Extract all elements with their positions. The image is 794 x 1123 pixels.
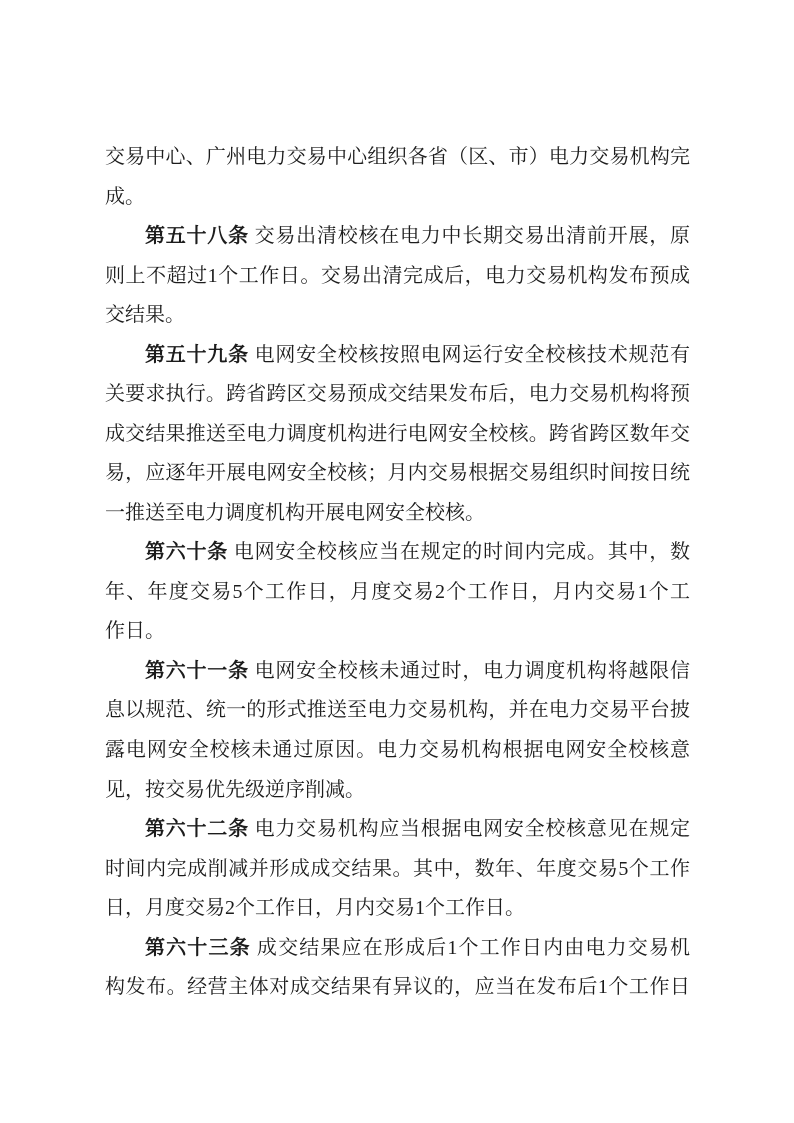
text-line: 第五十九条 电网安全校核按照电网运行安全校核技术规范有 <box>145 343 691 366</box>
text-line: 构发布。经营主体对成交结果有异议的，应当在发布后1个工作日 <box>105 976 690 999</box>
text-line: 交易中心、广州电力交易中心组织各省（区、市）电力交易机构完 <box>105 146 690 168</box>
text-line: 第六十条 电网安全校核应当在规定的时间内完成。其中，数 <box>145 541 691 564</box>
text-line: 第六十三条 成交结果应在形成后1个工作日内由电力交易机 <box>145 936 691 959</box>
article-number: 第六十二条 <box>145 818 249 841</box>
text-line: 交结果。 <box>105 304 185 327</box>
article-number: 第六十三条 <box>145 936 251 959</box>
text-line: 日，月度交易2个工作日，月内交易1个工作日。 <box>105 897 525 920</box>
text-line: 时间内完成削减并形成成交结果。其中，数年、年度交易5个工作 <box>105 857 690 880</box>
text-line: 息以规范、统一的形式推送至电力交易机构，并在电力交易平台披 <box>105 699 690 722</box>
text-line: 易，应逐年开展电网安全校核；月内交易根据交易组织时间按日统 <box>105 462 690 485</box>
article-number: 第六十一条 <box>145 659 249 682</box>
text-line: 关要求执行。跨省跨区交易预成交结果发布后，电力交易机构将预 <box>105 383 690 406</box>
text-line: 第六十二条 电力交易机构应当根据电网安全校核意见在规定 <box>145 818 691 841</box>
text-line: 第五十八条 交易出清校核在电力中长期交易出清前开展，原 <box>145 225 691 248</box>
text-line: 见，按交易优先级逆序削减。 <box>105 778 365 801</box>
text-line: 一推送至电力调度机构开展电网安全校核。 <box>105 501 485 524</box>
article-number: 第五十九条 <box>145 343 249 366</box>
text-line: 成交结果推送至电力调度机构进行电网安全校核。跨省跨区数年交 <box>105 422 690 445</box>
text-line: 第六十一条 电网安全校核未通过时，电力调度机构将越限信 <box>145 659 691 682</box>
text-line: 露电网安全校核未通过原因。电力交易机构根据电网安全校核意 <box>105 738 690 761</box>
text-line: 则上不超过1个工作日。交易出清完成后，电力交易机构发布预成 <box>105 264 690 287</box>
text-line: 成。 <box>105 185 145 208</box>
text-line: 作日。 <box>105 620 165 643</box>
article-number: 第五十八条 <box>145 225 249 248</box>
text-line: 年、年度交易5个工作日，月度交易2个工作日，月内交易1个工 <box>105 580 690 603</box>
article-number: 第六十条 <box>145 541 229 564</box>
document-text <box>105 138 690 1008</box>
